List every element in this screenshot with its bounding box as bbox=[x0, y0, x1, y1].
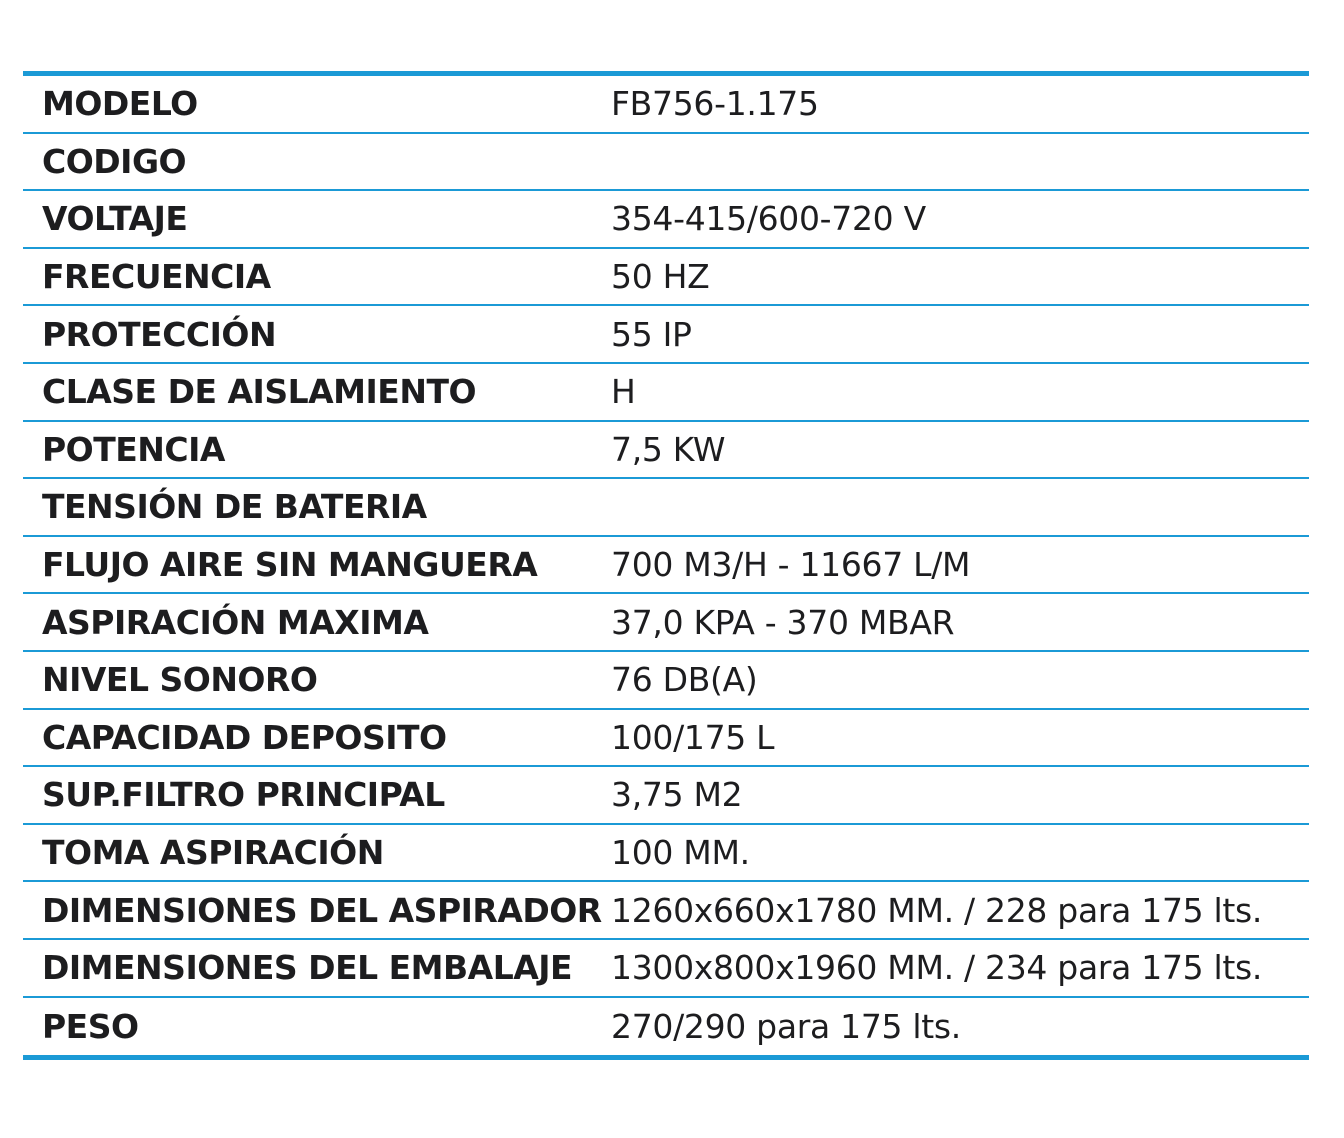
spec-label: PESO bbox=[42, 1006, 139, 1046]
table-row bbox=[23, 940, 1309, 998]
spec-label: NIVEL SONORO bbox=[42, 660, 318, 700]
table-row bbox=[23, 191, 1309, 249]
table-row bbox=[23, 767, 1309, 825]
spec-value: 55 IP bbox=[611, 314, 692, 354]
spec-label: CLASE DE AISLAMIENTO bbox=[42, 372, 477, 412]
table-row bbox=[23, 134, 1309, 192]
table-row bbox=[23, 594, 1309, 652]
spec-label: FLUJO AIRE SIN MANGUERA bbox=[42, 545, 538, 585]
spec-label: ASPIRACIÓN MAXIMA bbox=[42, 602, 429, 642]
spec-label: CAPACIDAD DEPOSITO bbox=[42, 717, 447, 757]
spec-value: 7,5 KW bbox=[611, 429, 726, 469]
table-row bbox=[23, 710, 1309, 768]
table-row bbox=[23, 825, 1309, 883]
table-row bbox=[23, 249, 1309, 307]
table-row bbox=[23, 882, 1309, 940]
spec-value: 700 M3/H - 11667 L/M bbox=[611, 545, 971, 585]
spec-label: CODIGO bbox=[42, 141, 187, 181]
spec-value: 1300x800x1960 MM. / 234 para 175 lts. bbox=[611, 948, 1263, 988]
table-row bbox=[23, 364, 1309, 422]
spec-label: TOMA ASPIRACIÓN bbox=[42, 833, 384, 873]
table-row bbox=[23, 652, 1309, 710]
spec-value: 1260x660x1780 MM. / 228 para 175 lts. bbox=[611, 890, 1263, 930]
spec-value: 3,75 M2 bbox=[611, 775, 743, 815]
spec-value: 50 HZ bbox=[611, 257, 710, 297]
spec-label: TENSIÓN DE BATERIA bbox=[42, 487, 427, 527]
spec-value: 37,0 KPA - 370 MBAR bbox=[611, 602, 955, 642]
spec-value: 76 DB(A) bbox=[611, 660, 758, 700]
spec-label: SUP.FILTRO PRINCIPAL bbox=[42, 775, 445, 815]
spec-label: FRECUENCIA bbox=[42, 257, 271, 297]
spec-label: DIMENSIONES DEL EMBALAJE bbox=[42, 948, 573, 988]
spec-value: 354-415/600-720 V bbox=[611, 199, 926, 239]
spec-value: 100/175 L bbox=[611, 717, 775, 757]
table-row bbox=[23, 479, 1309, 537]
spec-value: FB756-1.175 bbox=[611, 84, 819, 124]
spec-label: DIMENSIONES DEL ASPIRADOR bbox=[42, 890, 602, 930]
spec-label: PROTECCIÓN bbox=[42, 314, 277, 354]
table-row bbox=[23, 76, 1309, 134]
table-row bbox=[23, 998, 1309, 1056]
table-row bbox=[23, 422, 1309, 480]
spec-label: POTENCIA bbox=[42, 429, 225, 469]
spec-label: VOLTAJE bbox=[42, 199, 188, 239]
spec-value: 270/290 para 175 lts. bbox=[611, 1006, 961, 1046]
spec-value: H bbox=[611, 372, 636, 412]
table-row bbox=[23, 537, 1309, 595]
spec-table bbox=[23, 71, 1309, 1060]
table-row bbox=[23, 306, 1309, 364]
spec-label: MODELO bbox=[42, 84, 198, 124]
spec-value: 100 MM. bbox=[611, 833, 750, 873]
